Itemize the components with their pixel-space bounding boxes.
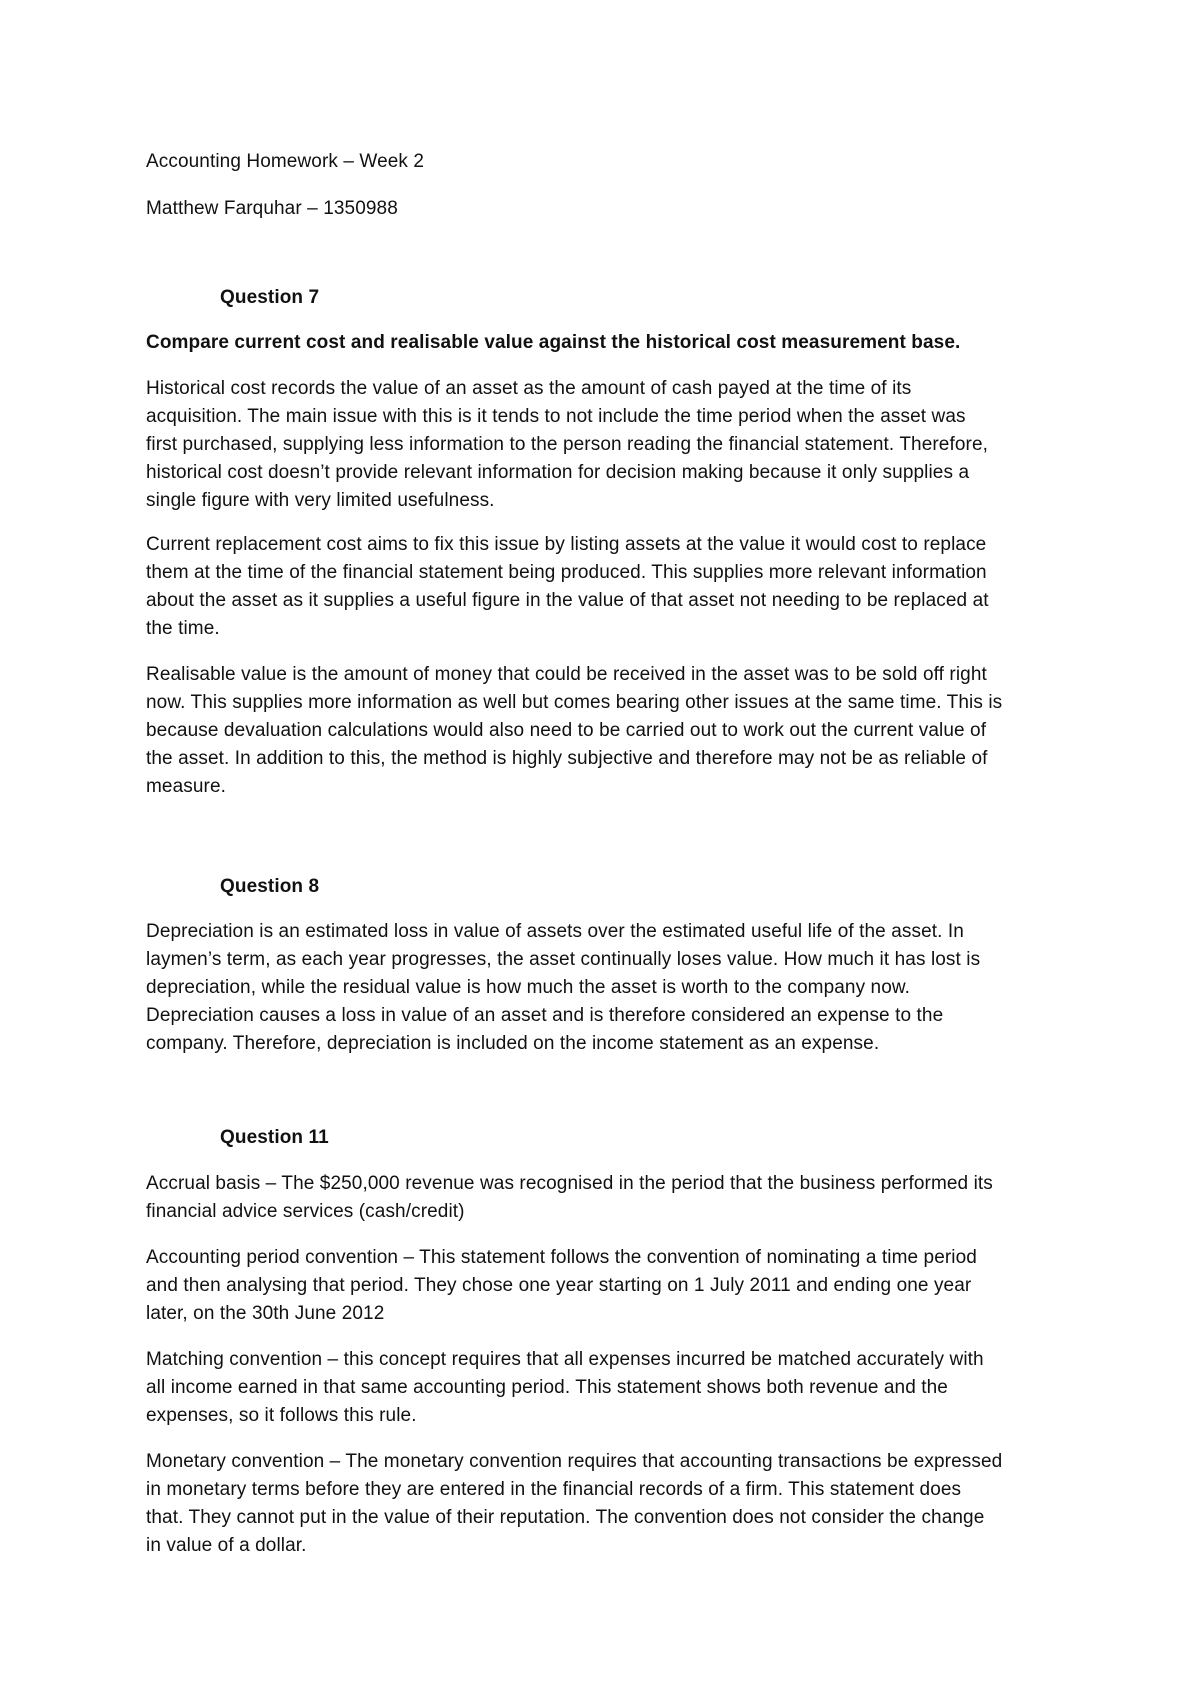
question-7-prompt: Compare current cost and realisable value against the historical cost measurement base.	[146, 332, 961, 353]
text-line: and then analysing that period. They chose one year starting on 1 July 2011 and ending one year	[146, 1275, 972, 1296]
text-line: acquisition. The main issue with this is it tends to not include the time period when the asset was	[146, 406, 966, 427]
text-line: Accounting period convention – This statement follows the convention of nominating a time period	[146, 1247, 977, 1268]
document-title: Accounting Homework – Week 2	[146, 151, 425, 172]
question-7-heading: Question 7	[220, 287, 320, 308]
text-line: that. They cannot put in the value of their reputation. The convention does not consider the change	[146, 1507, 985, 1528]
text-line: in value of a dollar.	[146, 1535, 307, 1556]
text-line: Depreciation causes a loss in value of an asset and is therefore considered an expense to the	[146, 1005, 944, 1026]
text-line: them at the time of the financial statement being produced. This supplies more relevant information	[146, 562, 987, 583]
text-line: financial advice services (cash/credit)	[146, 1201, 465, 1222]
text-line: Realisable value is the amount of money that could be received in the asset was to be sold off right	[146, 664, 987, 685]
text-line: Depreciation is an estimated loss in value of assets over the estimated useful life of the asset. In	[146, 921, 964, 942]
text-line: all income earned in that same accounting period. This statement shows both revenue and the	[146, 1377, 948, 1398]
text-line: first purchased, supplying less information to the person reading the financial statement. Therefore,	[146, 434, 988, 455]
text-line: expenses, so it follows this rule.	[146, 1405, 417, 1426]
text-line: Current replacement cost aims to fix this issue by listing assets at the value it would cost to replace	[146, 534, 987, 555]
text-line: because devaluation calculations would also need to be carried out to work out the current value of	[146, 720, 987, 741]
text-line: Historical cost records the value of an asset as the amount of cash payed at the time of its	[146, 378, 912, 399]
text-line: in monetary terms before they are entered in the financial records of a firm. This statement does	[146, 1479, 962, 1500]
text-line: single figure with very limited usefulness.	[146, 490, 495, 511]
text-line: Matching convention – this concept requires that all expenses incurred be matched accurately with	[146, 1349, 984, 1370]
text-line: Accrual basis – The $250,000 revenue was recognised in the period that the business performed its	[146, 1173, 993, 1194]
question-11-heading: Question 11	[220, 1127, 329, 1148]
text-line: measure.	[146, 776, 227, 797]
text-line: laymen’s term, as each year progresses, the asset continually loses value. How much it has lost is	[146, 949, 981, 970]
author-line: Matthew Farquhar – 1350988	[146, 198, 398, 219]
text-line: Monetary convention – The monetary convention requires that accounting transactions be expressed	[146, 1451, 1003, 1472]
text-line: now. This supplies more information as well but comes bearing other issues at the same time. This is	[146, 692, 1003, 713]
text-line: about the asset as it supplies a useful figure in the value of that asset not needing to be replaced at	[146, 590, 989, 611]
question-8-heading: Question 8	[220, 876, 320, 897]
text-line: the time.	[146, 618, 220, 639]
text-line: later, on the 30th June 2012	[146, 1303, 385, 1324]
text-line: company. Therefore, depreciation is included on the income statement as an expense.	[146, 1033, 880, 1054]
text-line: the asset. In addition to this, the method is highly subjective and therefore may not be as reliable of	[146, 748, 988, 769]
text-line: historical cost doesn’t provide relevant information for decision making because it only supplies a	[146, 462, 970, 483]
text-line: depreciation, while the residual value is how much the asset is worth to the company now.	[146, 977, 911, 998]
